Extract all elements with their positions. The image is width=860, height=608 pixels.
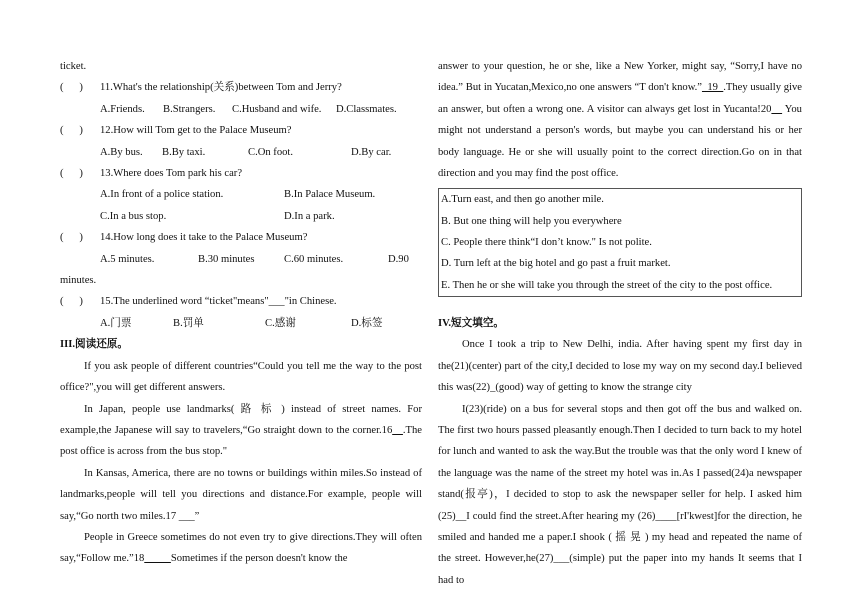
- option-d: D.90: [388, 253, 409, 265]
- para-text: ”: [194, 510, 200, 522]
- para-text: answer to your question, he or she, like a New Yorker, might say, “Sorry,I have no idea.” But in Yucatan,Mexico,no one answers “T don't know.”: [438, 61, 802, 94]
- question-13: [60, 163, 422, 184]
- para-text: People in Greece sometimes do not even try to give directions.They will often say,“Follow me.”18: [60, 531, 422, 565]
- option-d: D.By car.: [351, 146, 392, 158]
- choice-c: C. People there think“I don’t know." Is not polite.: [441, 237, 652, 249]
- choice-e: E. Then he or she will take you through the street of the city to the post office.: [441, 279, 773, 291]
- option-b: B.By taxi.: [162, 146, 206, 158]
- reading-para-4: [60, 527, 422, 570]
- option-d: D.标签: [351, 317, 383, 329]
- question-15-options: [60, 313, 422, 334]
- blank-16: __: [392, 424, 403, 436]
- blank-18: _____: [144, 553, 171, 565]
- choice-b: B. But one thing will help you everywhere: [441, 215, 622, 227]
- question-13-options-row2: [60, 206, 422, 227]
- choice-a: A.Turn east, and then go another mile.: [441, 194, 604, 206]
- question-text: 14.How long does it take to the Palace Museum?: [100, 232, 308, 244]
- answer-blank: ( ): [60, 168, 83, 180]
- question-text: 15.The underlined word “ticket"means"___"in Chinese.: [100, 296, 337, 308]
- para-text: Sometimes if the person doesn't know the: [170, 553, 348, 565]
- option-c: C.60 minutes.: [284, 253, 344, 265]
- option-c: C.On foot.: [248, 146, 294, 158]
- question-12: [60, 120, 422, 141]
- option-b: B.Strangers.: [163, 103, 216, 115]
- para-text: .The post office is across from the bus stop.": [60, 424, 422, 458]
- question-text: 12.How will Tom get to the Palace Museum?: [100, 125, 292, 137]
- option-a: A.Friends.: [100, 103, 145, 115]
- reading-para-1: If you ask people of different countries“Could you tell me the way to the post office?",you will get different answers.: [60, 360, 422, 394]
- blank-20: __: [771, 103, 783, 115]
- question-11-options: [60, 99, 422, 120]
- option-b: B.In Palace Museum.: [284, 189, 376, 201]
- para-text: In Japan, people use landmarks( 路 标 ) instead of street names. For example,the Japanese will say to travelers,“Go straight down to the corner.16: [60, 403, 422, 436]
- choice-d: D. Turn left at the big hotel and go past a fruit market.: [441, 258, 671, 270]
- option-a: A.By bus.: [100, 146, 143, 158]
- reading-continuation: [438, 56, 802, 184]
- answer-blank: ( ): [60, 82, 83, 94]
- option-a: A.门票: [100, 317, 132, 329]
- answer-blank: ( ): [60, 296, 83, 308]
- option-d: D.Classmates.: [336, 103, 397, 115]
- option-b: B.30 minutes: [198, 253, 255, 265]
- option-a: A.5 minutes.: [100, 253, 155, 265]
- question-15: [60, 291, 422, 312]
- option-c: C.In a bus stop.: [100, 210, 167, 222]
- question-text: 11.What's the relationship(关系)between Tom and Jerry?: [100, 82, 342, 94]
- top-fragment: ticket.: [60, 61, 87, 72]
- option-d: D.In a park.: [284, 210, 335, 222]
- question-11: [60, 77, 422, 98]
- para-text: .They usually give an answer, but often a wrong one. A visitor can always get lost in Yucanta!20: [438, 82, 802, 115]
- left-column: [60, 56, 422, 570]
- right-column: [438, 56, 802, 591]
- question-14-options: [60, 249, 422, 270]
- question-12-options: [60, 142, 422, 163]
- cloze-para-2: I(23)(ride) on a bus for several stops and then got off the bus and walked on. The first two hours passed pleasantly enough.Then I decided to turn back to my hotel for lunch and wanted to ask the way.But the trouble was that the only word I knew of the language was the name of the street my hotel was in.As I passed(24)a newspaper stand(报亭)，I decided to stop to ask the newspaper seller for help. I asked him (25)__I could find the street.After hearing my (26)____[rI'kwest]for the direction, he smiled and handed me a paper.I shook ( 摇 晃 ) my head and repeated the name of the street. However,he(27)___(simple) put the paper into my hands It seems that I had to: [438, 403, 802, 586]
- para-text: In Kansas, America, there are no towns or buildings within miles.So instead of landmarks,people will tell you directions and distance.For example, people will say,“Go north two miles.17: [60, 467, 422, 522]
- option-c: C.感谢: [265, 317, 296, 329]
- section-4-title: IV.短文填空。: [438, 317, 505, 329]
- choices-box: [438, 188, 802, 296]
- answer-blank: ( ): [60, 125, 83, 137]
- reading-para-3: [60, 463, 422, 527]
- question-14-wrap: minutes.: [60, 275, 97, 287]
- option-a: A.In front of a police station.: [100, 189, 224, 201]
- question-13-options-row1: [60, 184, 422, 205]
- cloze-para-1: Once I took a trip to New Delhi, india. After having spent my first day in the(21)(center) part of the city,I decided to lose my way on my second day.I believed this was(22)_(good) way of getting to know the strange city: [438, 339, 802, 394]
- blank-19: _19_: [702, 82, 724, 94]
- spacer: [438, 297, 802, 313]
- answer-blank: ( ): [60, 232, 83, 244]
- question-14: [60, 227, 422, 248]
- question-text: 13.Where does Tom park his car?: [100, 168, 243, 180]
- reading-para-2: [60, 399, 422, 463]
- para-text: You might not understand a person's words, but maybe you can understand his or her body language. He or she will usually point to the correct direction.Go on in that direction and you may find the post office.: [438, 103, 802, 180]
- option-c: C.Husband and wife.: [232, 103, 322, 115]
- option-b: B.罚单: [173, 317, 204, 329]
- blank-17: ___: [178, 510, 195, 522]
- section-3-title: III.阅读还原。: [60, 339, 128, 351]
